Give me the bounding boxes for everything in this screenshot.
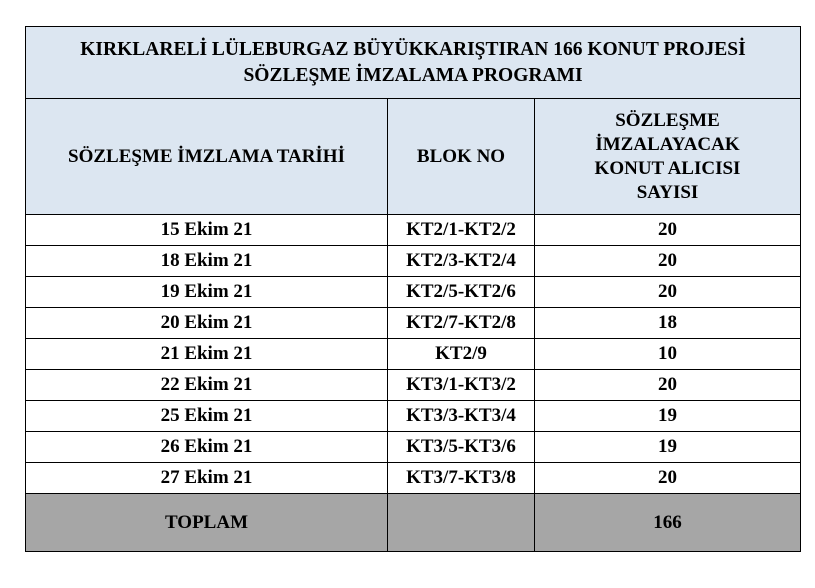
row-block: KT2/3-KT2/4 xyxy=(388,246,535,277)
table-row xyxy=(26,463,801,494)
header-count-line: SÖZLEŞME xyxy=(615,109,720,131)
row-count: 20 xyxy=(535,277,801,308)
row-date: 21 Ekim 21 xyxy=(26,339,388,370)
row-block: KT3/5-KT3/6 xyxy=(388,432,535,463)
row-date: 22 Ekim 21 xyxy=(26,370,388,401)
row-count: 10 xyxy=(535,339,801,370)
title-line-1: KIRKLARELİ LÜLEBURGAZ BÜYÜKKARIŞTIRAN 166 KONUT PROJESİ xyxy=(80,38,746,60)
row-count: 19 xyxy=(535,432,801,463)
row-date: 27 Ekim 21 xyxy=(26,463,388,494)
row-count: 20 xyxy=(535,463,801,494)
row-count: 19 xyxy=(535,401,801,432)
total-count: 166 xyxy=(535,494,801,552)
table-row xyxy=(26,215,801,246)
row-block: KT2/5-KT2/6 xyxy=(388,277,535,308)
table-row xyxy=(26,246,801,277)
row-date: 15 Ekim 21 xyxy=(26,215,388,246)
row-block: KT3/1-KT3/2 xyxy=(388,370,535,401)
header-count-line: İMZALAYACAK xyxy=(595,133,740,155)
contract-schedule-table xyxy=(25,26,801,552)
row-block: KT2/9 xyxy=(388,339,535,370)
total-label: TOPLAM xyxy=(26,494,388,552)
row-block: KT2/1-KT2/2 xyxy=(388,215,535,246)
table-title xyxy=(26,27,801,99)
header-count-line: KONUT ALICISI xyxy=(594,157,741,179)
row-block: KT3/3-KT3/4 xyxy=(388,401,535,432)
row-count: 18 xyxy=(535,308,801,339)
row-date: 19 Ekim 21 xyxy=(26,277,388,308)
row-date: 26 Ekim 21 xyxy=(26,432,388,463)
table-row xyxy=(26,370,801,401)
table-row xyxy=(26,339,801,370)
header-count xyxy=(535,99,801,215)
table-row xyxy=(26,401,801,432)
row-block: KT3/7-KT3/8 xyxy=(388,463,535,494)
table-row xyxy=(26,277,801,308)
row-block: KT2/7-KT2/8 xyxy=(388,308,535,339)
title-line-2: SÖZLEŞME İMZALAMA PROGRAMI xyxy=(243,64,583,86)
total-row xyxy=(26,494,801,552)
table-row xyxy=(26,308,801,339)
header-row xyxy=(26,99,801,215)
header-count-line: SAYISI xyxy=(636,181,699,203)
row-count: 20 xyxy=(535,246,801,277)
header-block: BLOK NO xyxy=(388,99,535,215)
table-row xyxy=(26,432,801,463)
title-row xyxy=(26,27,801,99)
row-count: 20 xyxy=(535,370,801,401)
row-date: 18 Ekim 21 xyxy=(26,246,388,277)
header-date: SÖZLEŞME İMZLAMA TARİHİ xyxy=(26,99,388,215)
total-block xyxy=(388,494,535,552)
row-date: 20 Ekim 21 xyxy=(26,308,388,339)
row-count: 20 xyxy=(535,215,801,246)
row-date: 25 Ekim 21 xyxy=(26,401,388,432)
